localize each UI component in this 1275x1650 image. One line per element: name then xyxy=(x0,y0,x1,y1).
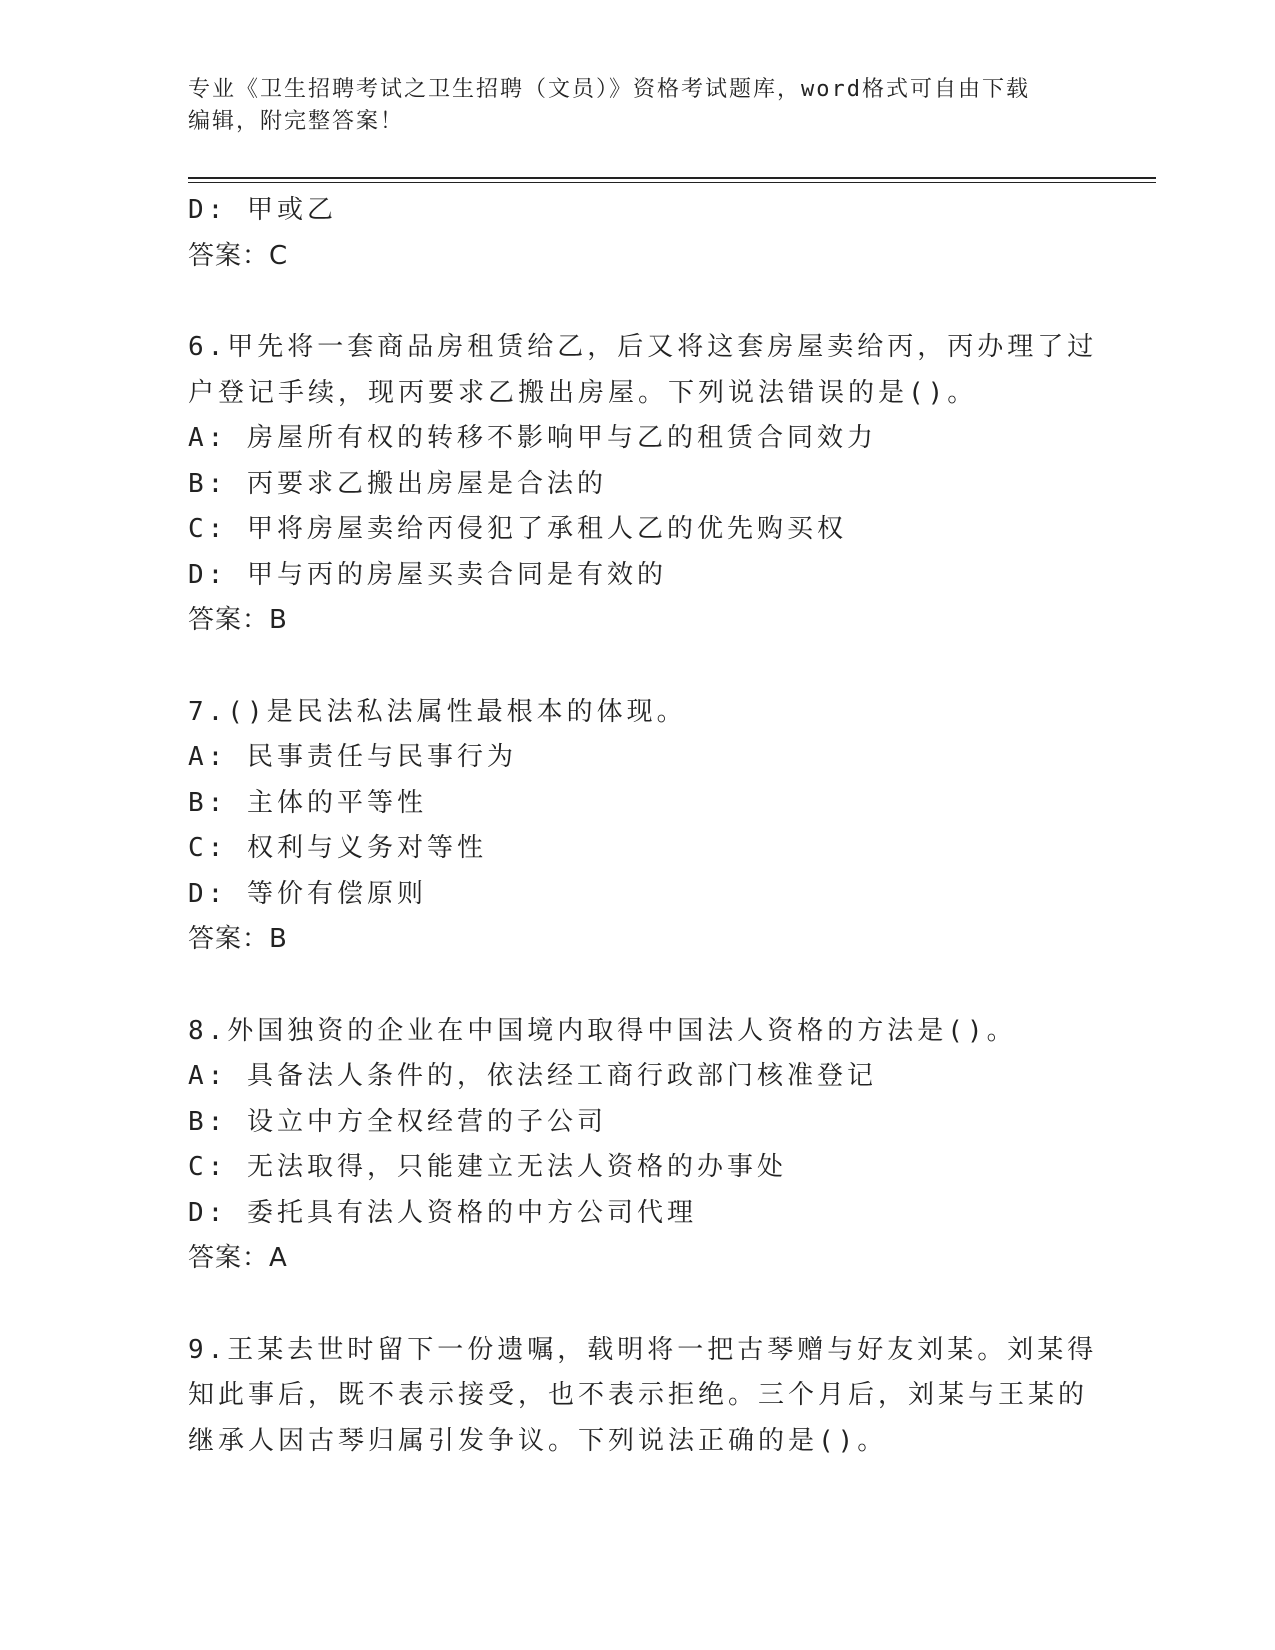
header-divider xyxy=(188,177,1156,179)
answer-label: 答案：C xyxy=(188,240,289,271)
option-d: D: 等价有偿原则 xyxy=(188,878,427,909)
option-a: A: 房屋所有权的转移不影响甲与乙的租赁合同效力 xyxy=(188,423,877,453)
header-divider-thin xyxy=(188,182,1156,183)
answer-label: 答案：A xyxy=(188,1243,288,1273)
question-8 xyxy=(188,1009,1088,1282)
option-d: D: 委托具有法人资格的中方公司代理 xyxy=(188,1197,697,1228)
question-stem-line: 8.外国独资的企业在中国境内取得中国法人资格的方法是()。 xyxy=(188,1015,1017,1046)
page-header xyxy=(188,74,1088,138)
question-9 xyxy=(188,1328,1098,1465)
header-line-2: 编辑，附完整答案！ xyxy=(188,109,405,134)
previous-question-tail xyxy=(188,188,1088,279)
option-b: B: 主体的平等性 xyxy=(188,787,427,818)
option-c: C: 权利与义务对等性 xyxy=(188,833,487,863)
header-line-1: 专业《卫生招聘考试之卫生招聘（文员）》资格考试题库，word格式可自由下载 xyxy=(188,77,1030,102)
question-stem-line: 继承人因古琴归属引发争议。下列说法正确的是()。 xyxy=(188,1425,888,1456)
question-stem-line: 9.王某去世时留下一份遗嘱，载明将一把古琴赠与好友刘某。刘某得 xyxy=(188,1334,1098,1365)
option-d: D: 甲或乙 xyxy=(188,195,337,225)
option-c: C: 无法取得，只能建立无法人资格的办事处 xyxy=(188,1152,787,1182)
option-b: B: 丙要求乙搬出房屋是合法的 xyxy=(188,468,607,499)
question-stem-line: 6.甲先将一套商品房租赁给乙，后又将这套房屋卖给丙，丙办理了过 xyxy=(188,332,1098,362)
answer-label: 答案：B xyxy=(188,605,288,635)
option-d: D: 甲与丙的房屋买卖合同是有效的 xyxy=(188,559,667,590)
question-list xyxy=(188,188,1098,1464)
question-stem-line: 户登记手续，现丙要求乙搬出房屋。下列说法错误的是()。 xyxy=(188,377,978,408)
question-7 xyxy=(188,690,1088,963)
option-c: C: 甲将房屋卖给丙侵犯了承租人乙的优先购买权 xyxy=(188,514,847,544)
question-stem-line: 知此事后，既不表示接受，也不表示拒绝。三个月后，刘某与王某的 xyxy=(188,1380,1089,1410)
question-stem-line: 7.()是民法私法属性最根本的体现。 xyxy=(188,696,687,727)
answer-label: 答案：B xyxy=(188,924,288,954)
question-6 xyxy=(188,325,1098,644)
option-b: B: 设立中方全权经营的子公司 xyxy=(188,1106,607,1137)
option-a: A: 具备法人条件的，依法经工商行政部门核准登记 xyxy=(188,1061,877,1091)
option-a: A: 民事责任与民事行为 xyxy=(188,742,517,772)
